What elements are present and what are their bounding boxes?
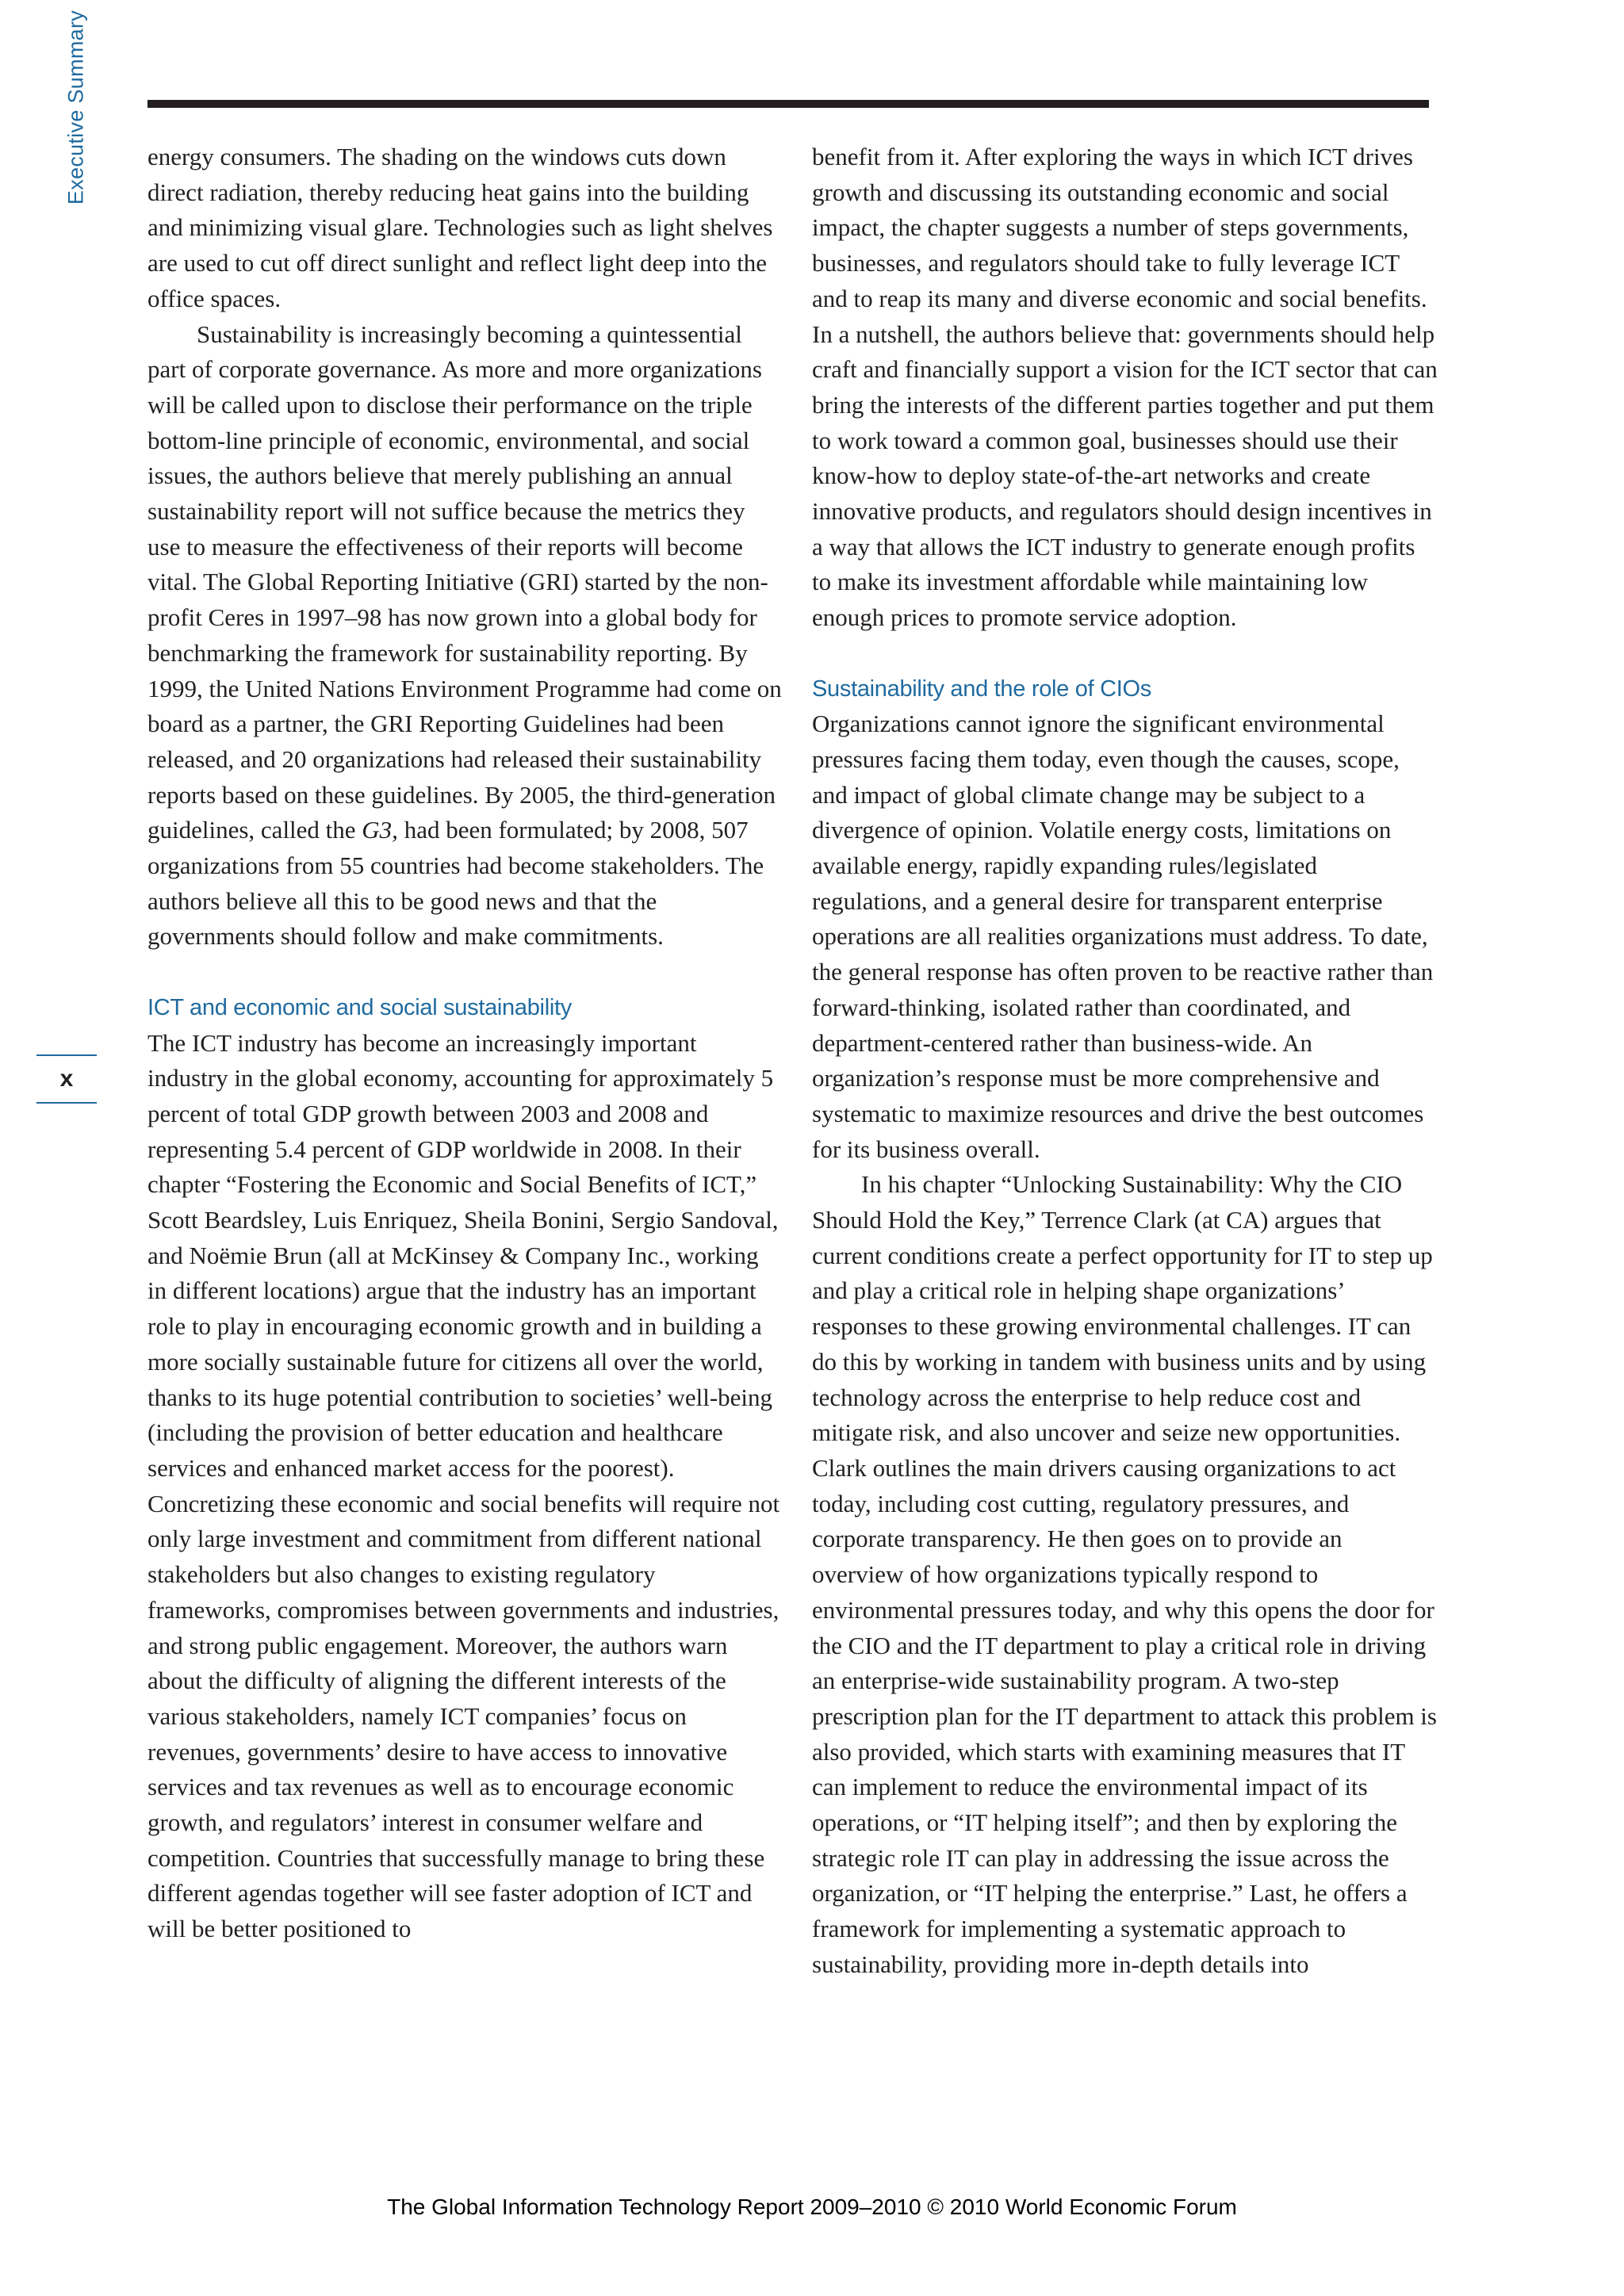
- paragraph: energy consumers. The shading on the windows cuts down direct radiation, thereby reducing heat gains into the building and minimizing visual glare. Technologies such as light shelves are used to cut off direct sunlight and reflect light deep into the office spaces.: [147, 143, 773, 312]
- paragraph: The ICT industry has become an increasingly important industry in the global economy, accounting for approximately 5 percent of total GDP growth between 2003 and 2008 and representing 5.4 percent of GDP worldwide in 2008. In their chapter “Fostering the Economic and Social Benefits of ICT,” Scott Beardsley, Luis Enriquez, Sheila Bonini, Sergio Sandoval, and Noëmie Brun (all at McKinsey & Company Inc., working in different locations) argue that the industry has an important role to play in encouraging economic growth and in building a more socially sustainable future for citizens all over the world, thanks to its huge potential contribution to societies’ well-being (including the provision of better education and healthcare services and enhanced market access for the poorest). Concretizing these economic and social benefits will require not only large investment and commitment from different national stakeholders but also changes to existing regulatory frameworks, compromises between governments and industries, and strong public engagement. Moreover, the authors warn about the difficulty of aligning the different interests of the various stakeholders, namely ICT companies’ focus on revenues, governments’ desire to have access to innovative services and tax revenues as well as to encourage economic growth, and regulators’ interest in consumer welfare and competition. Countries that successfully manage to bring these different agendas together will see faster adoption of ICT and will be better positioned to: [147, 1028, 780, 1943]
- header-rule: [147, 100, 1429, 108]
- paragraph: Organizations cannot ignore the significant environmental pressures facing them today, even though the causes, scope, and impact of global climate change may be subject to a divergence of opinion. Volatile energy costs, limitations on available energy, rapidly expanding rules/legislated regulations, and a general desire for transparent enterprise operations are all realities organizations must address. To date, the general response has often proven to be reactive rather than forward-thinking, isolated rather than coordinated, and department-centered rather than business-wide. An organization’s response must be more comprehensive and systematic to maximize resources and drive the best outcomes for its business overall.: [812, 710, 1434, 1163]
- right-column: [812, 140, 1438, 1983]
- paragraph: benefit from it. After exploring the ways in which ICT drives growth and discussing its outstanding economic and social impact, the chapter suggests a number of steps governments, businesses, and regulators should take to fully leverage ICT and to reap its many and diverse economic and social benefits. In a nutshell, the authors believe that: governments should help craft and financially support a vision for the ICT sector that can bring the interests of the different parties together and put them to work toward a common goal, businesses should use their know-how to deploy state-of-the-art networks and create innovative products, and regulators should design incentives in a way that allows the ICT industry to generate enough profits to make its investment affordable while maintaining low enough prices to promote service adoption.: [812, 143, 1438, 632]
- section-heading: Sustainability and the role of CIOs: [812, 675, 1151, 702]
- page-footer: The Global Information Technology Report 2009–2010 © 2010 World Economic Forum: [387, 2195, 1237, 2219]
- left-column: [147, 140, 782, 1947]
- paragraph: In his chapter “Unlocking Sustainability: Why the CIO Should Hold the Key,” Terrence Clark (at CA) argues that current conditions create a perfect opportunity for IT to step up and play a critical role in helping shape organizations’ responses to these growing environmental challenges. IT can do this by working in tandem with business units and by using technology across the enterprise to help reduce cost and mitigate risk, and also uncover and seize new opportunities. Clark outlines the main drivers causing organizations to act today, including cost cutting, regulatory pressures, and corporate transparency. He then goes on to provide an overview of how organizations typically respond to environmental pressures today, and why this opens the door for the CIO and the IT department to play a critical role in driving an enterprise-wide sustainability program. A two-step prescription plan for the IT department to attack this problem is also provided, which starts with examining measures that IT can implement to reduce the environmental impact of its operations, or “IT helping itself”; and then by exploring the strategic role IT can play in addressing the issue across the organization, or “IT helping the enterprise.” Last, he offers a framework for implementing a systematic approach to sustainability, providing more in-depth details into: [812, 1170, 1437, 1978]
- section-heading: ICT and economic and social sustainability: [147, 994, 572, 1020]
- section-label: Executive Summary: [63, 10, 88, 205]
- paragraph: Sustainability is increasingly becoming a quintessential part of corporate governance. As more and more organizations will be called upon to disclose their performance on the triple bottom-line principle of economic, environmental, and social issues, the authors believe that merely publishing an annual sustainability report will not suffice because the metrics they use to measure the effectiveness of their reports will become vital. The Global Reporting Initiative (GRI) started by the non-profit Ceres in 1997–98 has now grown into a global body for benchmarking the framework for sustainability reporting. By 1999, the United Nations Environment Programme had come on board as a partner, the GRI Reporting Guidelines had been released, and 20 organizations had released their sustainability reports based on these guidelines. By 2005, the third-generation guidelines, called the G3, had been formulated; by 2008, 507 organizations from 55 countries had become stakeholders. The authors believe all this to be good news and that the governments should follow and make commitments.: [147, 320, 782, 951]
- page-number: x: [36, 1054, 97, 1104]
